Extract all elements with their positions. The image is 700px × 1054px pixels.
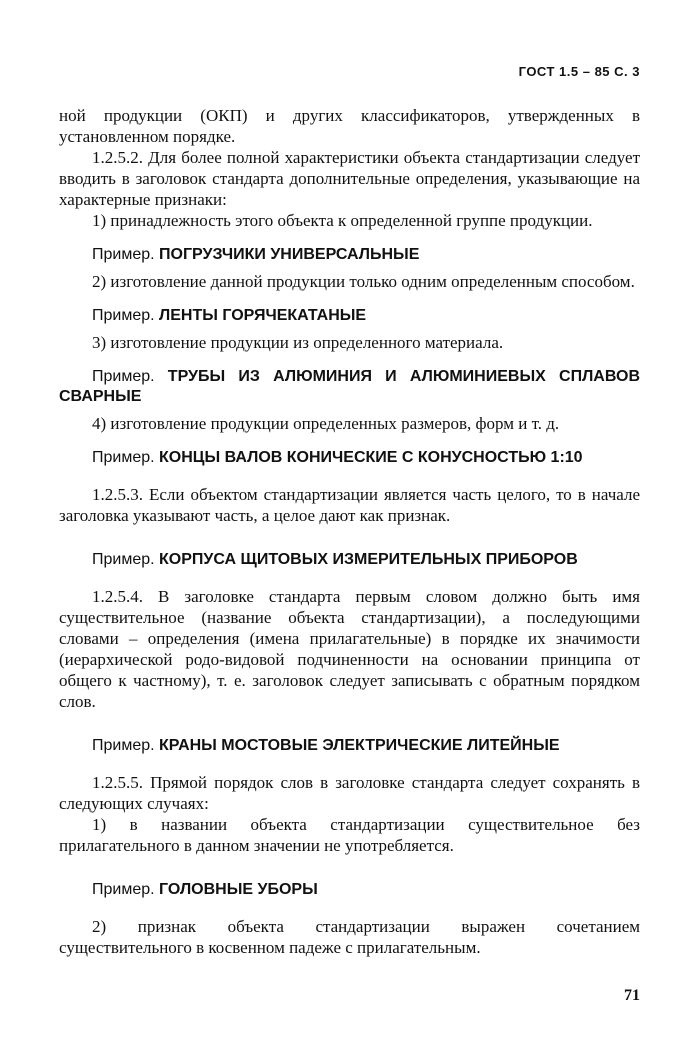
- example-title: КОНЦЫ ВАЛОВ КОНИЧЕСКИЕ С КОНУСНОСТЬЮ 1:10: [159, 449, 583, 466]
- example-label: Пример.: [92, 449, 155, 466]
- list-item-2: 2) изготовление данной продукции только одним определенным способом.: [92, 272, 635, 291]
- example: [59, 448, 640, 468]
- example-label: Пример.: [92, 368, 155, 385]
- example: [59, 367, 640, 407]
- paragraph-1-2-5-4: 1.2.5.4. В заголовке стандарта первым словом должно быть имя существительное (название объекта стандартизации), а последующими словами – определения (имена прилагательные) в порядке их значимости (иерархической родо-видовой подчиненности на основании принципа от общего к частному), т. е. заголовок следует записывать с обратным порядком слов.: [59, 587, 640, 711]
- example-title: КОРПУСА ЩИТОВЫХ ИЗМЕРИТЕЛЬНЫХ ПРИБОРОВ: [159, 551, 578, 568]
- page-header: ГОСТ 1.5 – 85 С. 3: [518, 64, 640, 79]
- list-item-4: 4) изготовление продукции определенных размеров, форм и т. д.: [92, 414, 560, 433]
- list-item-1: 1) в названии объекта стандартизации существительное без прилагательного в данном значении не употребляется.: [59, 815, 640, 855]
- list-item-1: 1) принадлежность этого объекта к определенной группе продукции.: [92, 211, 593, 230]
- paragraph-1-2-5-5: 1.2.5.5. Прямой порядок слов в заголовке стандарта следует сохранять в следующих случаях:: [59, 773, 640, 813]
- paragraph: ной продукции (ОКП) и других классификаторов, утвержденных в установленном порядке.: [59, 106, 640, 146]
- example-label: Пример.: [92, 737, 155, 754]
- list-item-2: 2) признак объекта стандартизации выражен сочетанием существительного в косвенном падеже с прилагательным.: [59, 917, 640, 957]
- example-label: Пример.: [92, 246, 155, 263]
- paragraph-1-2-5-3: 1.2.5.3. Если объектом стандартизации является часть целого, то в начале заголовка указывают часть, а целое дают как признак.: [59, 485, 640, 525]
- document-body: [59, 105, 640, 958]
- example-label: Пример.: [92, 551, 155, 568]
- paragraph-1-2-5-2: 1.2.5.2. Для более полной характеристики объекта стандартизации следует вводить в заголовок стандарта дополнительные определения, указывающие на характерные признаки:: [59, 148, 640, 209]
- example: [59, 736, 640, 756]
- example-title: ГОЛОВНЫЕ УБОРЫ: [159, 881, 318, 898]
- list-item-3: 3) изготовление продукции из определенного материала.: [92, 333, 504, 352]
- example-label: Пример.: [92, 307, 155, 324]
- example: [59, 550, 640, 570]
- example: [59, 306, 640, 326]
- example: [59, 245, 640, 265]
- example-title: ПОГРУЗЧИКИ УНИВЕРСАЛЬНЫЕ: [159, 246, 420, 263]
- example-title: ЛЕНТЫ ГОРЯЧЕКАТАНЫЕ: [159, 307, 367, 324]
- example-title: ТРУБЫ ИЗ АЛЮМИНИЯ И АЛЮМИНИЕВЫХ СПЛАВОВ СВАРНЫЕ: [59, 368, 640, 405]
- page-number: 71: [624, 987, 640, 1004]
- example-label: Пример.: [92, 881, 155, 898]
- example-title: КРАНЫ МОСТОВЫЕ ЭЛЕКТРИЧЕСКИЕ ЛИТЕЙНЫЕ: [159, 737, 560, 754]
- example: [59, 880, 640, 900]
